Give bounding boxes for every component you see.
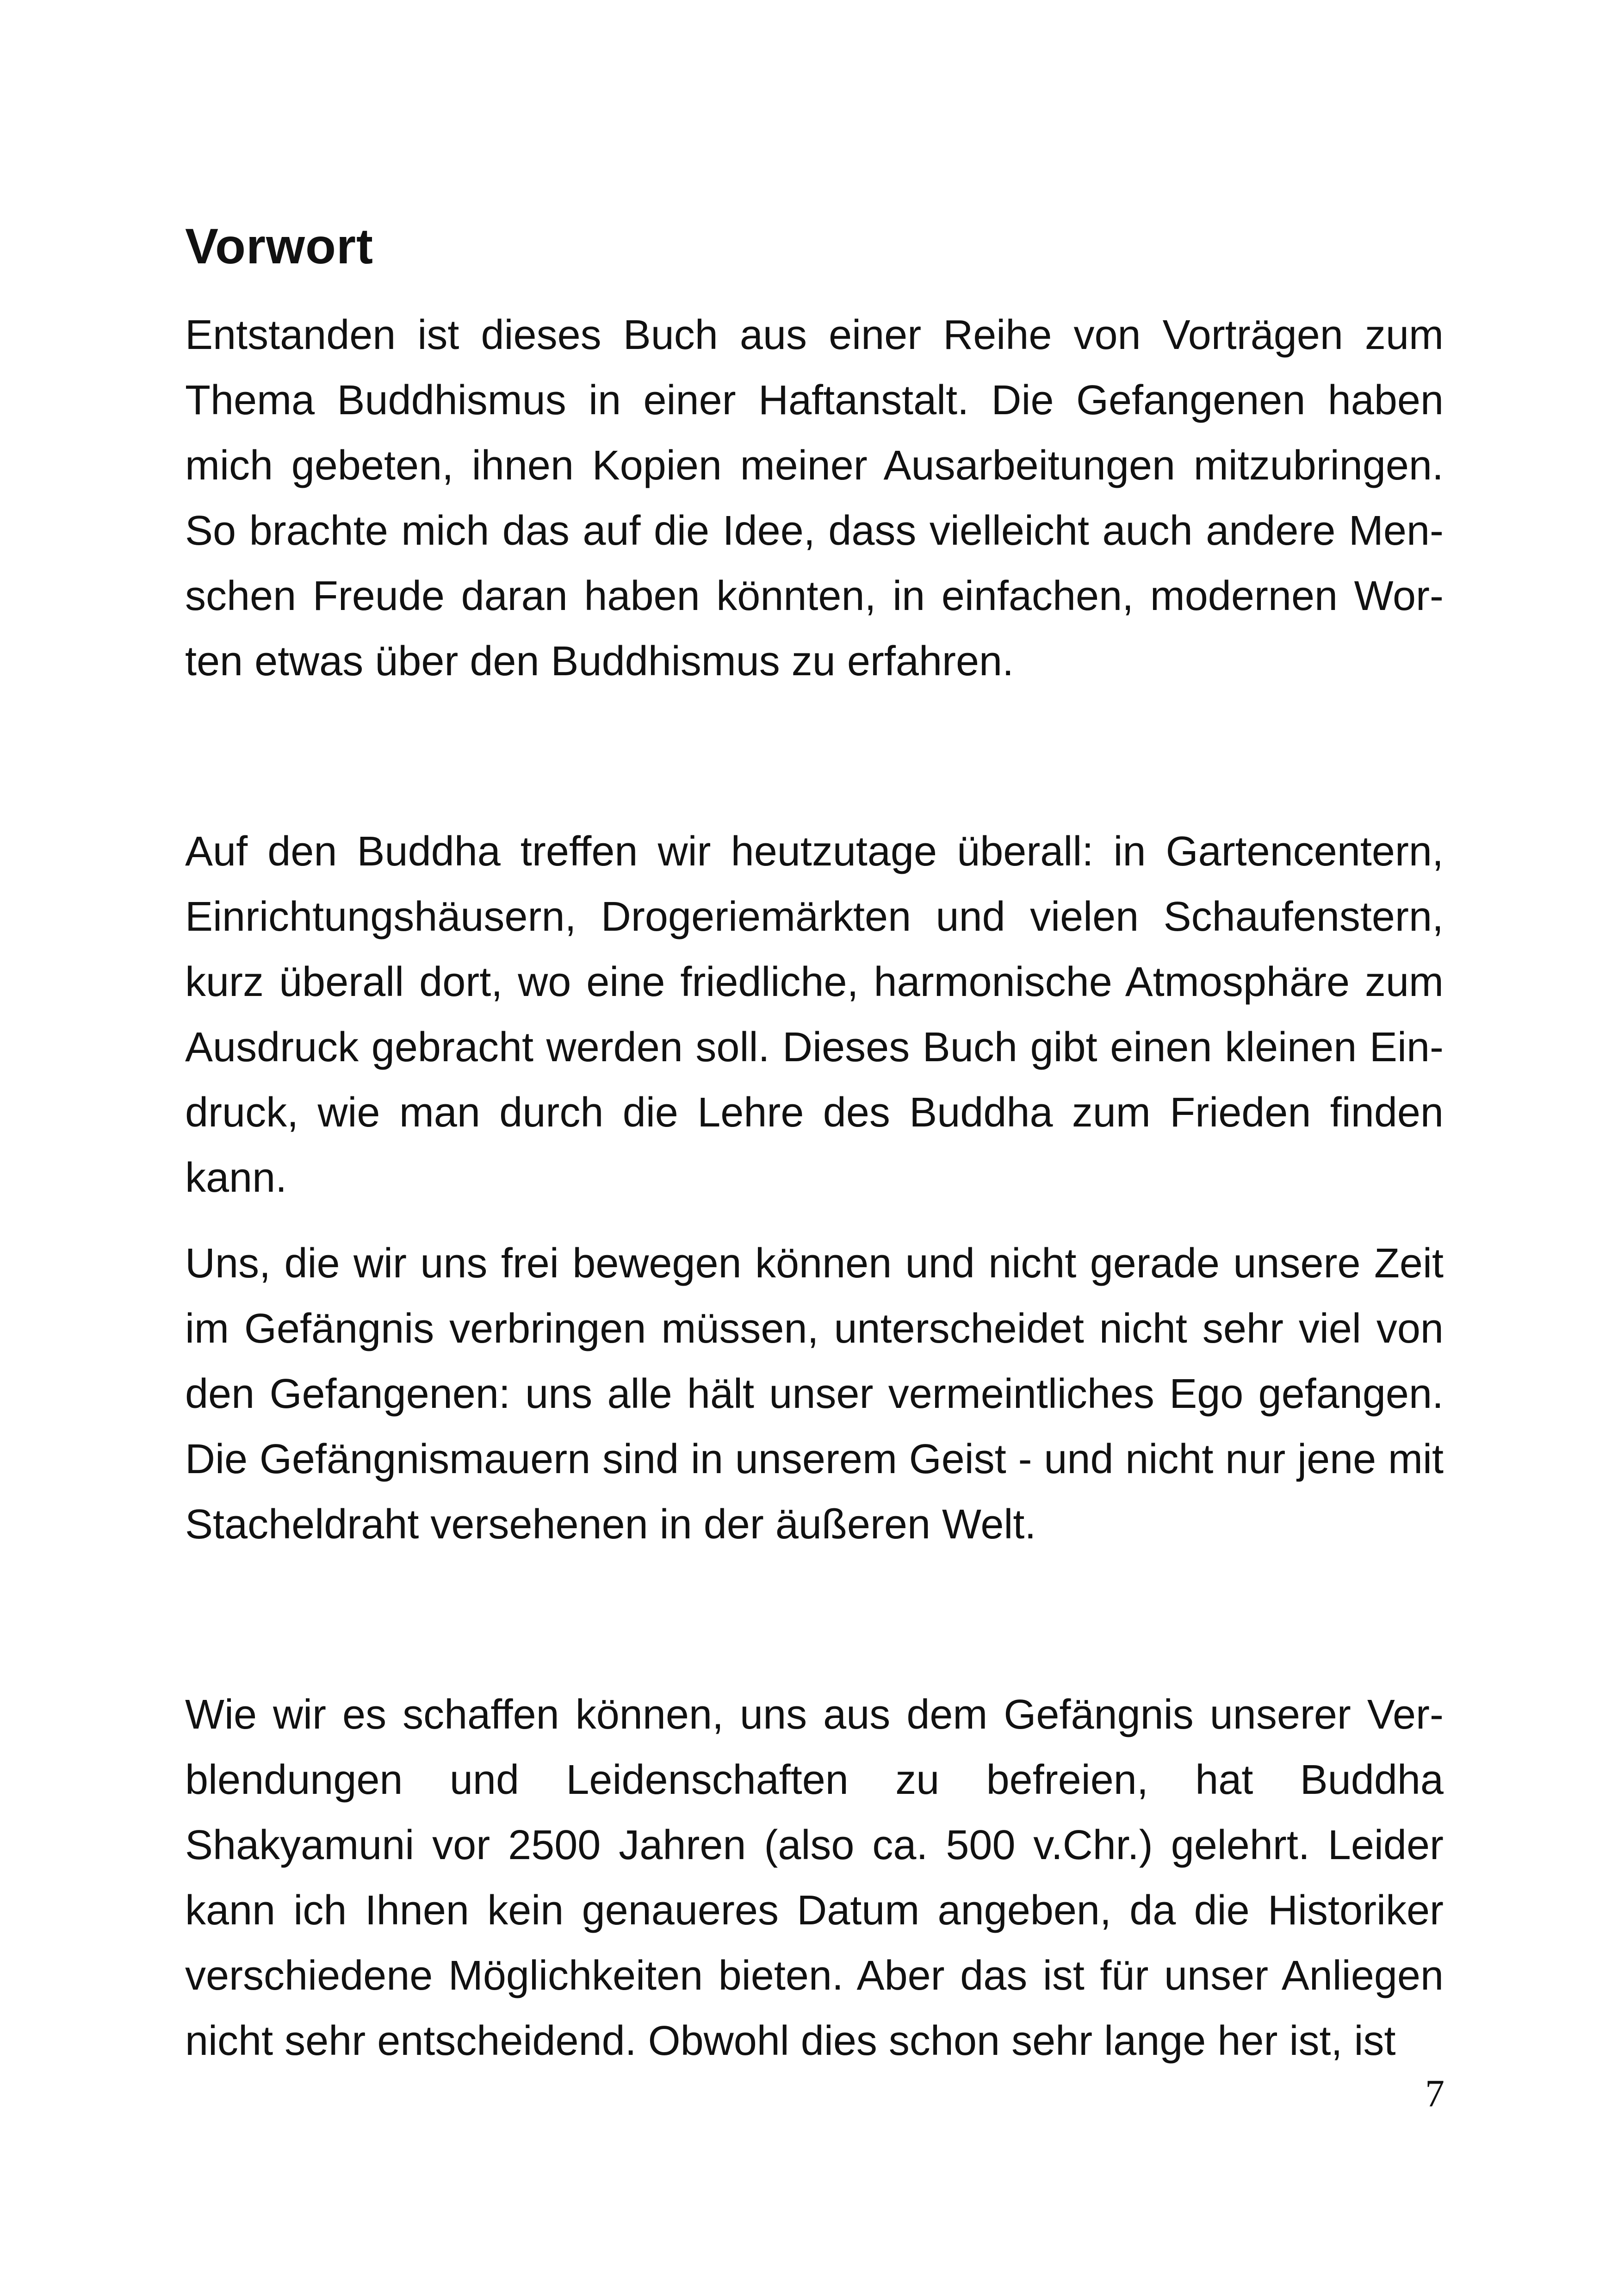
page-content [185, 218, 1444, 2074]
chapter-heading: Vorwort [185, 218, 373, 274]
paragraph-3: Uns, die wir uns frei bewegen können und nicht gerade unsere Zeit im Gefängnis verbringen müssen, unterscheidet nicht sehr viel von den Gefangenen: uns alle hält unser vermeintliches Ego gefangen. Die Gefängnismauern sind in unserem Geist - und nicht nur jene mit Stacheldraht versehenen in der äußeren Welt. [185, 1240, 1444, 1548]
paragraph-4: Wie wir es schaffen können, uns aus dem Gefängnis unserer Verblendungen und Leidenschaften zu befreien, hat Buddha Shakyamuni vor 2500 Jahren (also ca. 500 v.Chr.) gelehrt. Leider kann ich Ihnen kein genaueres Datum angeben, da die Historiker verschiedene Möglichkeiten bieten. Aber das ist für unser Anliegen nicht sehr entscheidend. Obwohl dies schon sehr lange her ist, ist [185, 1692, 1444, 2065]
page-number: 7 [1425, 2072, 1444, 2115]
paragraph-1: Entstanden ist dieses Buch aus einer Reihe von Vorträgen zum Thema Buddhismus in einer Haftanstalt. Die Gefangenen haben mich gebeten, ihnen Kopien meiner Ausarbeitungen mitzubringen. So brachte mich das auf die Idee, dass vielleicht auch andere Menschen Freude daran haben könnten, in einfachen, modernen Worten etwas über den Buddhismus zu erfahren. [185, 312, 1444, 685]
paragraph-2: Auf den Buddha treffen wir heutzutage überall: in Gartencentern, Einrichtungshäusern, Drogeriemärkten und vielen Schaufenstern, kurz überall dort, wo eine friedliche, harmonische Atmosphäre zum Ausdruck gebracht werden soll. Dieses Buch gibt einen kleinen Eindruck, wie man durch die Lehre des Buddha zum Frieden finden kann. [185, 828, 1444, 1201]
